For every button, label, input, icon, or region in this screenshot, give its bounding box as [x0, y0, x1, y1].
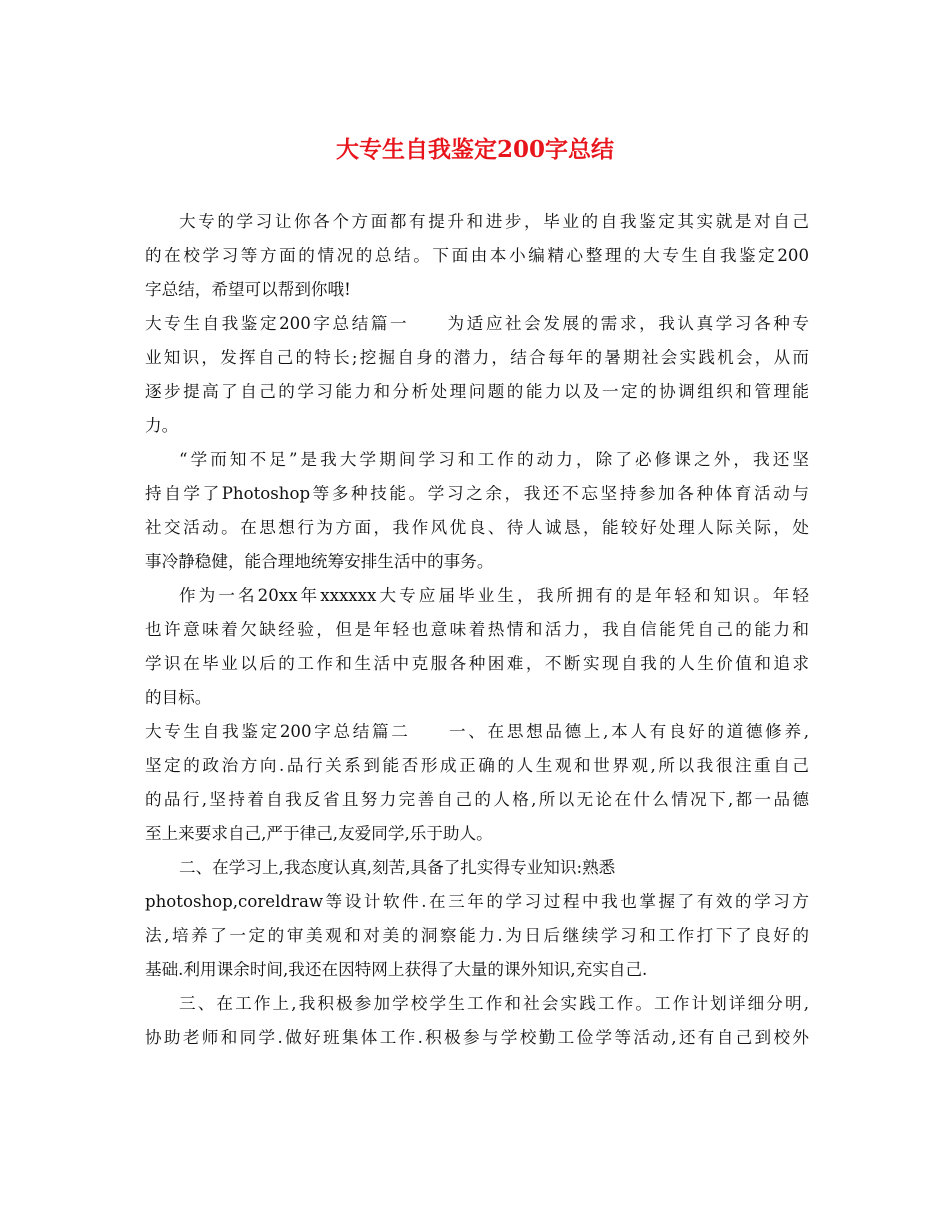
text-line: 的在校学习等方面的情况的总结。下面由本小编精心整理的大专生自我鉴定200	[145, 246, 809, 265]
text-line: 学识在毕业以后的工作和生活中克服各种困难，不断实现自我的人生价值和追求	[145, 654, 809, 673]
page-title: 大专生自我鉴定200字总结	[335, 136, 614, 163]
text-line: 的品行,坚持着自我反省且努力完善自己的人格,所以无论在什么情况下,都一品德	[145, 790, 809, 809]
text-line: 力。	[145, 416, 179, 435]
text-line: 业知识，发挥自己的特长;挖掘自身的潜力，结合每年的暑期社会实践机会，从而	[145, 348, 809, 367]
text-line: 大专生自我鉴定200字总结篇一 为适应社会发展的需求，我认真学习各种专	[145, 314, 809, 333]
text-line: 的目标。	[145, 688, 212, 707]
text-line: 字总结，希望可以帮到你哦!	[145, 280, 351, 299]
text-line: 基础.利用课余时间,我还在因特网上获得了大量的课外知识,充实自己.	[145, 960, 648, 979]
text-line: 大专的学习让你各个方面都有提升和进步，毕业的自我鉴定其实就是对自己	[179, 212, 809, 231]
text-line: photoshop,coreldraw等设计软件.在三年的学习过程中我也掌握了有效的学习方	[145, 892, 809, 911]
text-line: 事冷静稳健，能合理地统筹安排生活中的事务。	[145, 552, 494, 571]
text-line: 法,培养了一定的审美观和对美的洞察能力.为日后继续学习和工作打下了良好的	[145, 926, 809, 945]
document-body	[145, 205, 809, 1055]
text-line: 二、在学习上,我态度认真,刻苦,具备了扎实得专业知识:熟悉	[179, 858, 616, 877]
text-line: 三、在工作上,我积极参加学校学生工作和社会实践工作。工作计划详细分明,	[179, 994, 809, 1013]
text-line: 社交活动。在思想行为方面，我作风优良、待人诚恳，能较好处理人际关际，处	[145, 518, 809, 537]
text-line: 至上来要求自己,严于律己,友爱同学,乐于助人。	[145, 824, 493, 843]
text-line: 协助老师和同学.做好班集体工作.积极参与学校勤工俭学等活动,还有自己到校外	[145, 1028, 809, 1047]
text-line: 大专生自我鉴定200字总结篇二 一、在思想品德上,本人有良好的道德修养,	[145, 722, 809, 741]
text-line: 逐步提高了自己的学习能力和分析处理问题的能力以及一定的协调组织和管理能	[145, 382, 809, 401]
text-line: 坚定的政治方向.品行关系到能否形成正确的人生观和世界观,所以我很注重自己	[145, 756, 809, 775]
text-line: “学而知不足”是我大学期间学习和工作的动力，除了必修课之外，我还坚	[179, 450, 809, 469]
text-line: 也许意味着欠缺经验，但是年轻也意味着热情和活力，我自信能凭自己的能力和	[145, 620, 809, 639]
text-line: 持自学了Photoshop等多种技能。学习之余，我还不忘坚持参加各种体育活动与	[145, 484, 809, 503]
text-line: 作为一名20xx年xxxxxx大专应届毕业生，我所拥有的是年轻和知识。年轻	[179, 586, 809, 605]
